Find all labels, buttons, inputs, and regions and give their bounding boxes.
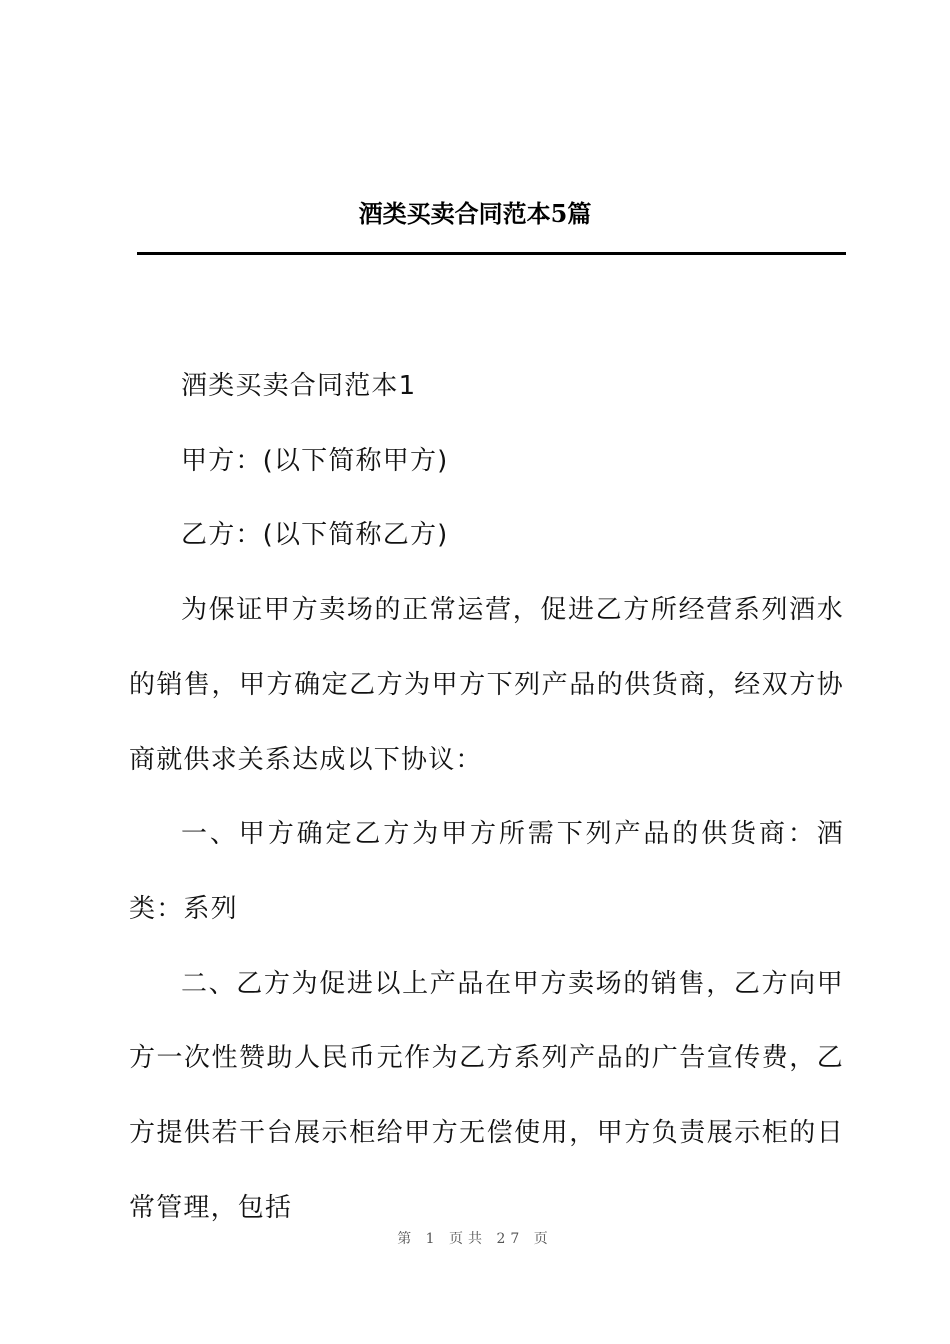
section-heading: 酒类买卖合同范本1 <box>181 371 417 401</box>
page-footer: 第 1 页共 27 页 <box>397 1231 553 1247</box>
clause-2-paragraph: 二、乙方为促进以上产品在甲方卖场的销售，乙方向甲方一次性赞助人民币元作为乙方系列产品的广告宣传费，乙方提供若干台展示柜给甲方无偿使用，甲方负责展示柜的日常管理，包括 <box>129 968 844 1223</box>
party-b-line: 乙方：(以下简称乙方) <box>181 520 449 551</box>
party-a-line: 甲方：(以下简称甲方) <box>181 445 449 476</box>
document-body <box>129 349 844 1245</box>
clause-1-paragraph: 一、甲方确定乙方为甲方所需下列产品的供货商：酒类：系列 <box>129 819 844 924</box>
title-divider <box>137 252 846 255</box>
document-title: 酒类买卖合同范本5篇 <box>358 199 592 228</box>
preamble-paragraph: 为保证甲方卖场的正常运营，促进乙方所经营系列酒水的销售，甲方确定乙方为甲方下列产品的供货商，经双方协商就供求关系达成以下协议： <box>129 595 844 775</box>
